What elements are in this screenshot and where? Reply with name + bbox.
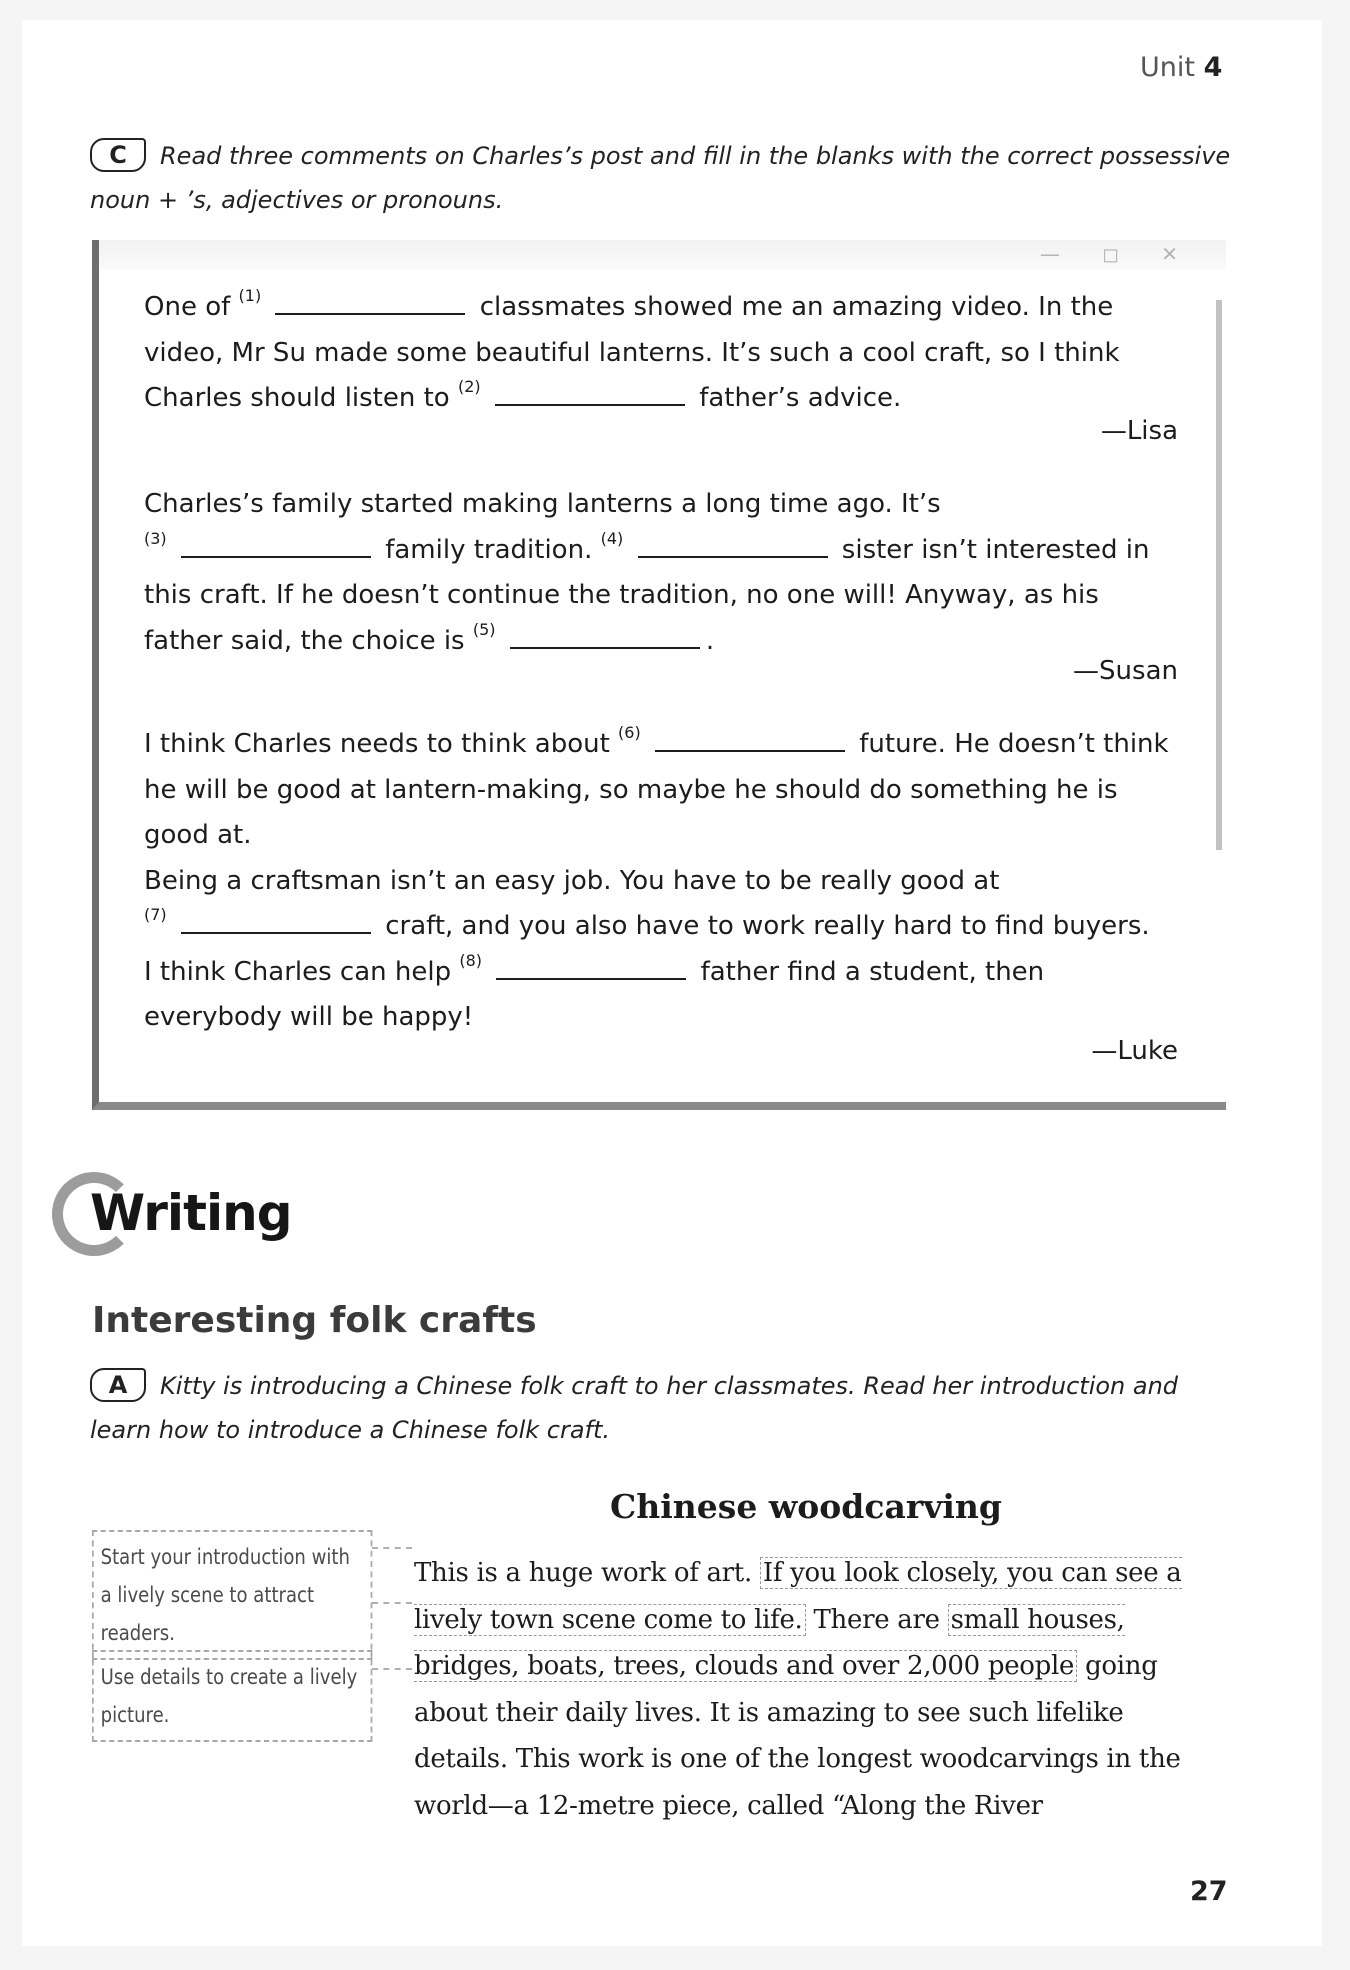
blank-3[interactable] xyxy=(181,528,371,558)
exercise-a-badge: A xyxy=(90,1368,146,1402)
page-number: 27 xyxy=(1190,1876,1228,1907)
blank-5[interactable] xyxy=(510,619,700,649)
exercise-c-badge: C xyxy=(90,138,146,172)
writing-heading xyxy=(52,1172,452,1272)
exercise-a-instruction: A Kitty is introducing a Chinese folk craft to her classmates. Read her introduction and learn how to introduce a Chinese folk craft. xyxy=(90,1364,1240,1452)
comment-lisa: One of $^{(1)}$ classmates showed me an amazing video. In the video, Mr Su made some beautiful lanterns. It’s such a cool craft, so I think Charles should listen to $^{(2)}$ father’s advice. xyxy=(144,286,1120,413)
signature-lisa: —Lisa xyxy=(1100,416,1178,446)
signature-susan: —Susan xyxy=(1073,656,1178,686)
blank-1[interactable] xyxy=(275,285,465,315)
tip-box-1: Start your introduction with a lively scene to attract readers. xyxy=(92,1530,372,1660)
signature-luke: —Luke xyxy=(1091,1036,1178,1066)
highlight-scene: If you look closely, you can see a lively town scene come to life. xyxy=(414,1558,1182,1635)
tip-box-2: Use details to create a lively picture. xyxy=(92,1650,372,1742)
scrollbar[interactable] xyxy=(1216,300,1222,850)
essay-body: This is a huge work of art. If you look closely, you can see a lively town scene come to life. There are small houses, bridges, boats, trees, clouds and over 2,000 people going about their daily lives. It is amazing to see such lifelike details. This work is one of the longest woodcarvings in the world—a 12-metre piece, called “Along the River xyxy=(414,1558,1182,1821)
comments-window xyxy=(92,240,1226,1110)
comment-susan: Charles’s family started making lanterns a long time ago. It’s $^{(3)}$ family tradition. $^{(4)}$ sister isn’t interested in this craft. If he doesn’t continue the tradition, no one will! Anyway, as his father said, the choice is $^{(5)}$ . xyxy=(144,489,1150,656)
blank-2[interactable] xyxy=(495,376,685,406)
unit-label: Unit 4 xyxy=(1140,52,1223,83)
blank-6[interactable] xyxy=(655,722,845,752)
highlight-details: small houses, bridges, boats, trees, clouds and over 2,000 people xyxy=(414,1604,1125,1681)
blank-8[interactable] xyxy=(496,950,686,980)
blank-4[interactable] xyxy=(638,528,828,558)
tip-connector-1 xyxy=(372,1547,412,1549)
tip-connector-1b xyxy=(372,1602,412,1604)
writing-title: Writing xyxy=(90,1184,292,1242)
tip-connector-2 xyxy=(372,1668,412,1670)
comment-luke: I think Charles needs to think about $^{(6)}$ future. He doesn’t think he will be good at lantern-making, so maybe he should do something he is good at. Being a craftsman isn’t an easy job. You have to be really good at $^{(7)}$ craft, and you also have to work really hard to find buyers. I think Charles can help $^{(8)}$ father find a student, then everybody will be happy! xyxy=(144,723,1169,1032)
window-titlebar xyxy=(99,240,1226,270)
section-title: Interesting folk crafts xyxy=(92,1300,537,1341)
blank-7[interactable] xyxy=(181,904,371,934)
window-controls-icon: — ◻ ✕ xyxy=(1039,242,1196,266)
essay-title: Chinese woodcarving xyxy=(610,1487,1002,1526)
exercise-c-instruction: C Read three comments on Charles’s post and fill in the blanks with the correct possessive noun + ’s, adjectives or pronouns. xyxy=(90,134,1240,222)
